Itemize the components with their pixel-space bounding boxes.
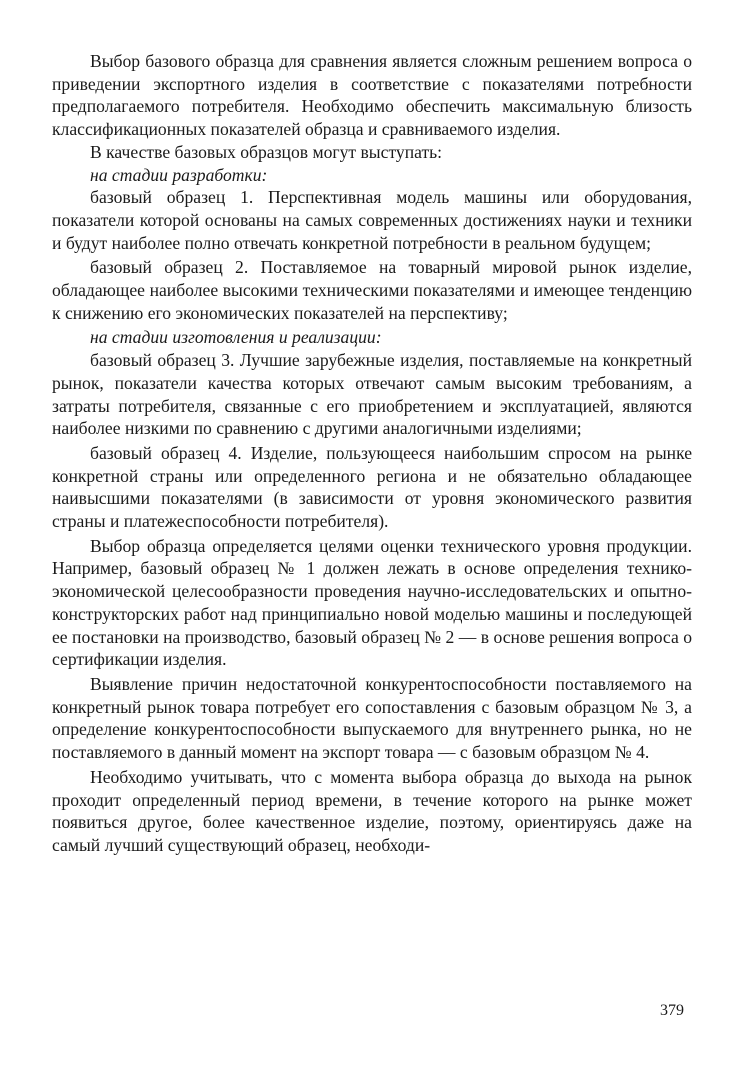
paragraph-base-sample-3: базовый образец 3. Лучшие зарубежные изделия, поставляемые на конкретный рынок, показатели качества которых отвечают самым высоким требованиям, а затраты потребителя, связанные с его приобретением и эксплуатацией, являются наиболее низкими по сравнению с другими аналогичными изделиями; [52,350,692,439]
page-body [52,50,692,857]
paragraph-time-period: Необходимо учитывать, что с момента выбора образца до выхода на рынок проходит определенный период времени, в течение которого на рынке может появиться другое, более качественное изделие, поэтому, ориентируясь даже на самый лучший существующий образец, необходи- [52,766,692,855]
paragraph-competitiveness: Выявление причин недостаточной конкурентоспособности поставляемого на конкретный рынок товара потребует его сопоставления с базовым образцом № 3, а определение конкурентоспособности выпускаемого для внутреннего рынка, но не поставляемого в данный момент на экспорт товара — с базовым образцом № 4. [52,673,692,763]
paragraph-base-sample-1: базовый образец 1. Перспективная модель машины или оборудования, показатели которой основаны на самых современных достижениях науки и техники и будут наиболее полно отвечать конкретной потребности в реальном будущем; [52,187,692,253]
paragraph-sample-choice: Выбор образца определяется целями оценки технического уровня продукции. Например, базовый образец № 1 должен лежать в основе определения технико-экономической целесообразности проведения научно-исследовательских и опытно-конструкторских работ над принципиально новой моделью машины и последующей ее постановки на производство, базовый образец № 2 — в основе решения вопроса о сертификации изделия. [52,535,692,670]
subheading-development-stage: на стадии разработки: [90,164,268,185]
subheading-production-stage: на стадии изготовления и реализации: [90,327,382,348]
paragraph-base-sample-2: базовый образец 2. Поставляемое на товарный мировой рынок изделие, обладающее наиболее высокими техническими показателями и имеющее тенденцию к снижению его экономических показателей на перспективу; [52,257,692,323]
paragraph-base-sample-4: базовый образец 4. Изделие, пользующееся наибольшим спросом на рынке конкретной страны или определенного региона и не обязательно обладающее наивысшими показателями (в зависимости от уровня экономического развития страны и платежеспособности потребителя). [52,442,692,532]
paragraph-base-samples-lead: В качестве базовых образцов могут выступать: [90,141,443,162]
paragraph-intro: Выбор базового образца для сравнения является сложным решением вопроса о приведении экспортного изделия в соответствие с показателями потребности предполагаемого потребителя. Необходимо обеспечить максимальную близость классификационных показателей образца и сравниваемого изделия. [52,51,692,140]
page-number: 379 [660,1002,684,1019]
